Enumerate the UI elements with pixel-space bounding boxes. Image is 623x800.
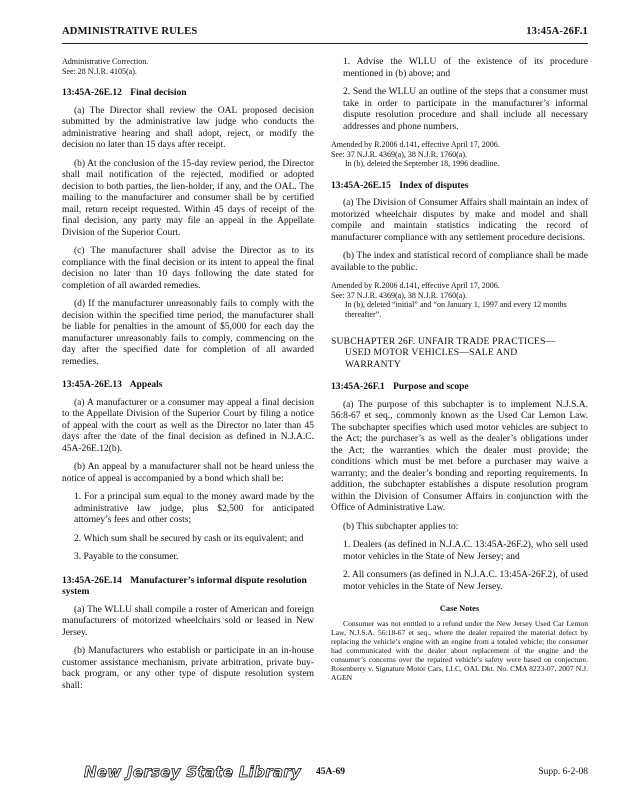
subchapter-heading: SUBCHAPTER 26F. UNFAIR TRADE PRACTICES— USED MOTOR VEHICLES—SALE AND WARRANTY — [331, 335, 556, 370]
section-heading: 13:45A-26F.1 Purpose and scope — [331, 382, 469, 393]
supplement-date: Supp. 6-2-08 — [538, 767, 588, 777]
paragraph: (b) An appeal by a manufacturer shall not be heard unless the notice of appeal is accompanied by a bond which shall be: — [62, 462, 314, 484]
header-rule — [62, 43, 588, 44]
list-item: 1. Advise the WLLU of the existence of its procedure mentioned in (b) above; and — [343, 57, 588, 79]
header-section: 13:45A-26F.1 — [526, 26, 588, 37]
paragraph: (b) At the conclusion of the 15-day review period, the Director shall mail notification of the rejected, modified or adopted decision to both parties, the lien-holder, if any, and the OAL. The mailing to the manufacturer and consumer shall be by certified mail, return receipt requested. Within 45 days of receipt of the final decision, any party may file an appeal in the Appellate Division of the Superior Court. — [62, 158, 314, 238]
list-item: 3. Payable to the consumer. — [74, 552, 179, 563]
list-item: 1. Dealers (as defined in N.J.A.C. 13:45A-26F.2), who sell used motor vehicles in the State of New Jersey; and — [343, 540, 588, 562]
history-note: Amended by R.2006 d.141, effective April 17, 2006. — [331, 281, 500, 291]
paragraph: (a) The purpose of this subchapter is to implement N.J.S.A. 56:8-67 et seq., commonly known as the Used Car Lemon Law. The subchapter specifies which used motor vehicles are subject to the Act; the purchaser’s as well as the dealer’s obligations under the Act; the warranties which the dealer must provide; the conditions which must be met before a purchaser may waive a warranty; and the dealer’s bonding and reporting requirements. In addition, the subchapter establishes a dispute resolution program within the Division of Consumer Affairs in conjunction with the Office of Administrative Law. — [331, 399, 588, 514]
source-note: Administrative Correction. — [62, 57, 149, 66]
history-note: See: 37 N.J.R. 4369(a), 38 N.J.R. 1760(a). — [331, 290, 467, 300]
paragraph: (b) The index and statistical record of compliance shall be made available to the public. — [331, 251, 588, 273]
source-note: See: 28 N.J.R. 4105(a). — [62, 66, 137, 76]
paragraph: (b) Manufacturers who establish or participate in an in-house customer assistance mechanism, private arbitration, private buy-back program, or any other type of dispute resolution system shall: — [62, 646, 314, 691]
right-column — [331, 57, 588, 682]
list-item: 2. Which sum shall be secured by cash or its equivalent; and — [74, 533, 304, 544]
running-header — [62, 26, 588, 42]
history-note: In (b), deleted “initial” and “on January 1, 1997 and every 12 months thereafter”. — [345, 300, 567, 320]
paragraph: (a) The WLLU shall compile a roster of American and foreign manufacturers of motorized wheelchairs sold or leased in New Jersey. — [62, 604, 314, 638]
header-title: ADMINISTRATIVE RULES — [62, 26, 198, 37]
history-note: Amended by R.2006 d.141, effective April 17, 2006. — [331, 140, 500, 149]
list-item: 1. For a principal sum equal to the money award made by the administrative law judge, plus $2,500 for anticipated attorney’s fees and other costs; — [74, 492, 314, 526]
section-heading: 13:45A-26E.15 Index of disputes — [331, 180, 469, 191]
section-heading: 13:45A-26E.13 Appeals — [62, 380, 163, 391]
paragraph: (a) The Division of Consumer Affairs shall maintain an index of motorized wheelchair disputes by make and model and shall compile and maintain statistics indicating the record of manufacturer compliance with any settlement procedure decisions. — [331, 198, 588, 243]
case-notes-heading: Case Notes — [439, 604, 480, 614]
paragraph: (d) If the manufacturer unreasonably fails to comply with the decision within the specified time period, the manufacturer shall be liable for penalties in the amount of $5,000 for each day the manufacturer unreasonably fails to comply, commencing on the day after the specified date for completion of all awarded remedies. — [62, 299, 314, 367]
library-watermark: New Jersey State Library — [84, 763, 302, 781]
paragraph: (a) The Director shall review the OAL proposed decision submitted by the administrative law judge who conducts the administrative hearing and shall adopt, reject, or modify the decision no later than 15 days after receipt. — [62, 105, 314, 151]
left-column — [62, 57, 314, 699]
paragraph: (c) The manufacturer shall advise the Director as to its compliance with the final decision or its intent to appeal the final decision no later than 10 days following the date stated for completion of all awarded remedies. — [62, 246, 314, 291]
paragraph: (a) A manufacturer or a consumer may appeal a final decision to the Appellate Division of the Superior Court by filing a notice of appeal with the court as well as the Director no later than 45 days after the date of the final decision as defined in N.J.A.C. 45A-26E.12(b). — [62, 397, 314, 454]
case-note-text: Consumer was not entitled to a refund under the New Jersey Used Car Lemon Law, N.J.S.A. 56:18-67 et seq., where the dealer repaired the material defect by replacing the vehicle’s engine with an engine from a totaled vehicle; the consumer had communicated with the dealer about replacement of the engine and the consumer’s concerns over the repaired vehicle’s safety were based on conjecture. Rosenberry v. Signature Motor Cars, LLC, OAL Dkt. No. CMA 8223-07, 2007 N.J. AGEN — [331, 618, 588, 682]
history-note: See: 37 N.J.R. 4369(a), 38 N.J.R. 1760(a). — [331, 149, 467, 159]
history-note: In (b), deleted the September 18, 1996 deadline. — [345, 159, 500, 169]
page-number: 45A-69 — [316, 767, 346, 777]
section-heading: 13:45A-26E.14 Manufacturer’s informal dispute resolution system — [62, 575, 307, 598]
list-item: 2. Send the WLLU an outline of the steps that a consumer must take in order to participate in the manufacturer’s informal dispute resolution procedure and shall include all necessary addresses and phone numbers. — [343, 87, 588, 132]
list-item: 2. All consumers (as defined in N.J.A.C. 13:45A-26F.2), of used motor vehicles in the State of New Jersey. — [343, 570, 588, 592]
paragraph: (b) This subchapter applies to: — [343, 521, 459, 532]
section-heading: 13:45A-26E.12 Final decision — [62, 88, 187, 99]
page-footer — [62, 763, 588, 787]
